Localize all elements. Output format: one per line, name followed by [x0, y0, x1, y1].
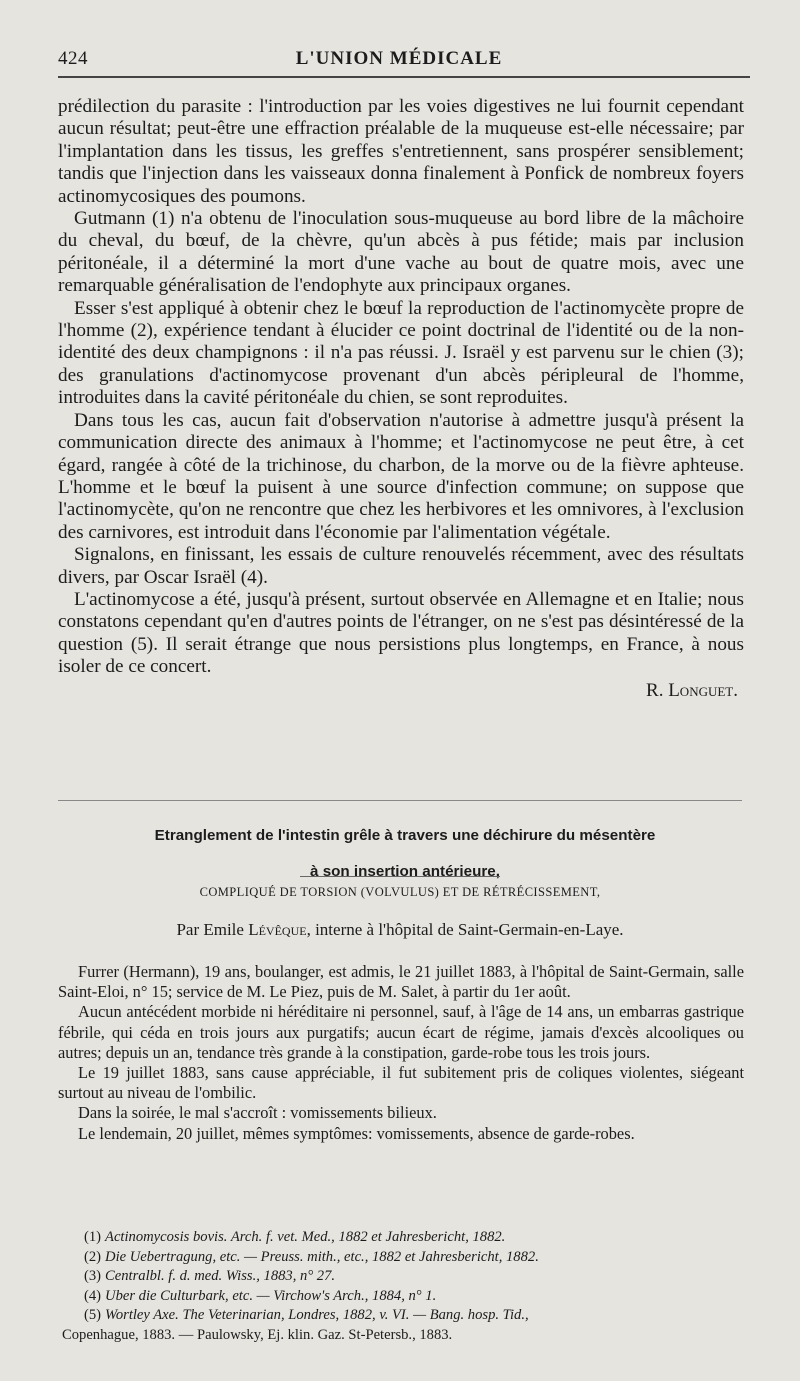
footnote-number: (4) — [84, 1287, 102, 1304]
footnotes — [58, 1228, 744, 1346]
footnote — [58, 1287, 744, 1307]
footnote-continuation — [58, 1326, 744, 1346]
case-report — [58, 962, 744, 1144]
paragraph: L'actinomycose a été, jusqu'à présent, surtout observée en Allemagne et en Italie; nous constatons cependant qu'en d'autres points de l'étranger, on ne s'est pas désintéressé de la question (5). Il serait étrange que nous persistions plus longtemps, en France, à nous isoler de ce concert. — [58, 588, 744, 678]
footnote-text: Centralbl. f. d. med. Wiss., 1883, n° 27. — [105, 1268, 336, 1285]
paragraph: Gutmann (1) n'a obtenu de l'inoculation sous-muqueuse au bord libre de la mâchoire du cheval, du bœuf, de la chèvre, qu'un abcès à pus fétide; mais par inclusion péritonéale, il a déterminé la mort d'une vache au bout de quatre mois, avec une remarquable généralisation de l'endophyte aux principaux organes. — [58, 208, 744, 297]
footnote-text: Wortley Axe. The Veterinarian, Londres, 1882, v. VI. — Bang. hosp. Tid., — [105, 1307, 529, 1324]
article-title-line-1: Etranglement de l'intestin grêle à travers une déchirure du mésentère — [154, 827, 656, 844]
author-name: Lévêque — [248, 920, 307, 939]
author-signature — [58, 679, 744, 703]
title-divider — [300, 876, 500, 877]
footnote-number: (1) — [84, 1229, 102, 1245]
journal-title: L'UNION MÉDICALE — [295, 48, 503, 69]
signature-name: Longuet. — [668, 679, 738, 701]
paragraph: Le 19 juillet 1883, sans cause appréciable, il fut subitement pris de coliques violentes, siégeant surtout au niveau de l'ombilic. — [58, 1063, 744, 1103]
footnote-text: Uber die Culturbark, etc. — Virchow's Arch., 1884, n° 1. — [105, 1287, 437, 1304]
running-head — [58, 48, 740, 74]
article-title — [70, 818, 740, 890]
page-number: 424 — [58, 48, 88, 69]
article-continuation — [58, 96, 744, 703]
article-title-line-2: à son insertion antérieure, — [310, 863, 500, 880]
paragraph: Le lendemain, 20 juillet, mêmes symptômes: vomissements, absence de garde-robes. — [78, 1123, 635, 1143]
paragraph: prédilection du parasite : l'introduction par les voies digestives ne lui fournit cependant aucun résultat; peut-être une effraction préalable de la muqueuse est-elle nécessaire; par l'implantation dans les tissus, les greffes s'entretiennent, sans prospérer sensiblement; tandis que l'injection dans les vaisseaux donna finalement à Ponfick de nombreux foyers actinomycosiques des poumons. — [58, 96, 744, 207]
section-divider — [58, 800, 742, 801]
article-subtitle: COMPLIQUÉ DE TORSION (VOLVULUS) ET DE RÉTRÉCISSEMENT, — [199, 885, 601, 899]
paragraph: Dans tous les cas, aucun fait d'observation n'autorise à admettre jusqu'à présent la communication directe des animaux à l'homme; et l'actinomycose ne peut être, à cet égard, rangée à côté de la trichinose, du charbon, de la morve ou de la fièvre aphteuse. L'homme et le bœuf la puisent à une source d'infection commune; on suppose que l'actinomycète, qu'on ne rencontre que chez les herbivores et les omnivores, à l'exclusion des carnivores, est introduit dans l'économie par l'alimentation végétale. — [58, 409, 744, 543]
footnote — [58, 1228, 744, 1248]
footnote — [58, 1248, 744, 1268]
footnote-number: (2) — [84, 1248, 102, 1265]
footnote-number: (3) — [84, 1268, 102, 1285]
footnote-text: Copenhague, 1883. — Paulowsky, Ej. klin. Gaz. St-Petersb., 1883. — [62, 1326, 453, 1343]
footnote-number: (5) — [84, 1307, 102, 1324]
header-rule — [58, 76, 750, 78]
footnote — [58, 1306, 744, 1326]
paragraph: Esser s'est appliqué à obtenir chez le bœuf la reproduction de l'actinomycète propre de l'homme (2), expérience tendant à élucider ce point doctrinal de l'identité ou de la non-identité des deux champignons : il n'a pas réussi. J. Israël y est parvenu sur le chien (3); des granulations d'actinomycose provenant d'un abcès péripleural de l'homme, introduites dans la cavité péritonéale du chien, se sont reproduites. — [58, 297, 744, 409]
footnote-text: Actinomycosis bovis. Arch. f. vet. Med., 1882 et Jahresbericht, 1882. — [105, 1229, 506, 1245]
article-author-line — [60, 920, 740, 940]
author-affiliation: , interne à l'hôpital de Saint-Germain-en-Laye. — [306, 920, 624, 939]
paragraph: Dans la soirée, le mal s'accroît : vomissements bilieux. — [78, 1103, 437, 1123]
author-prefix: Par Emile — [176, 920, 249, 939]
paragraph: Signalons, en finissant, les essais de culture renouvelés récemment, avec des résultats divers, par Oscar Israël (4). — [58, 544, 744, 588]
footnote — [58, 1267, 744, 1287]
paragraph: Aucun antécédent morbide ni héréditaire ni personnel, sauf, à l'âge de 14 ans, un embarras gastrique fébrile, qui céda en trois jours aux purgatifs; aucun écart de régime, jamais d'excès alcooliques ou autres; depuis un an, tendance très grande à la constipation, garde-robe tous les trois jours. — [58, 1002, 744, 1062]
signature-initial: R. — [646, 679, 669, 701]
footnote-text: Die Uebertragung, etc. — Preuss. mith., etc., 1882 et Jahresbericht, 1882. — [105, 1248, 539, 1265]
paragraph: Furrer (Hermann), 19 ans, boulanger, est admis, le 21 juillet 1883, à l'hôpital de Saint-Germain, salle Saint-Eloi, n° 15; service de M. Le Piez, puis de M. Salet, à partir du 1er août. — [58, 962, 744, 1002]
